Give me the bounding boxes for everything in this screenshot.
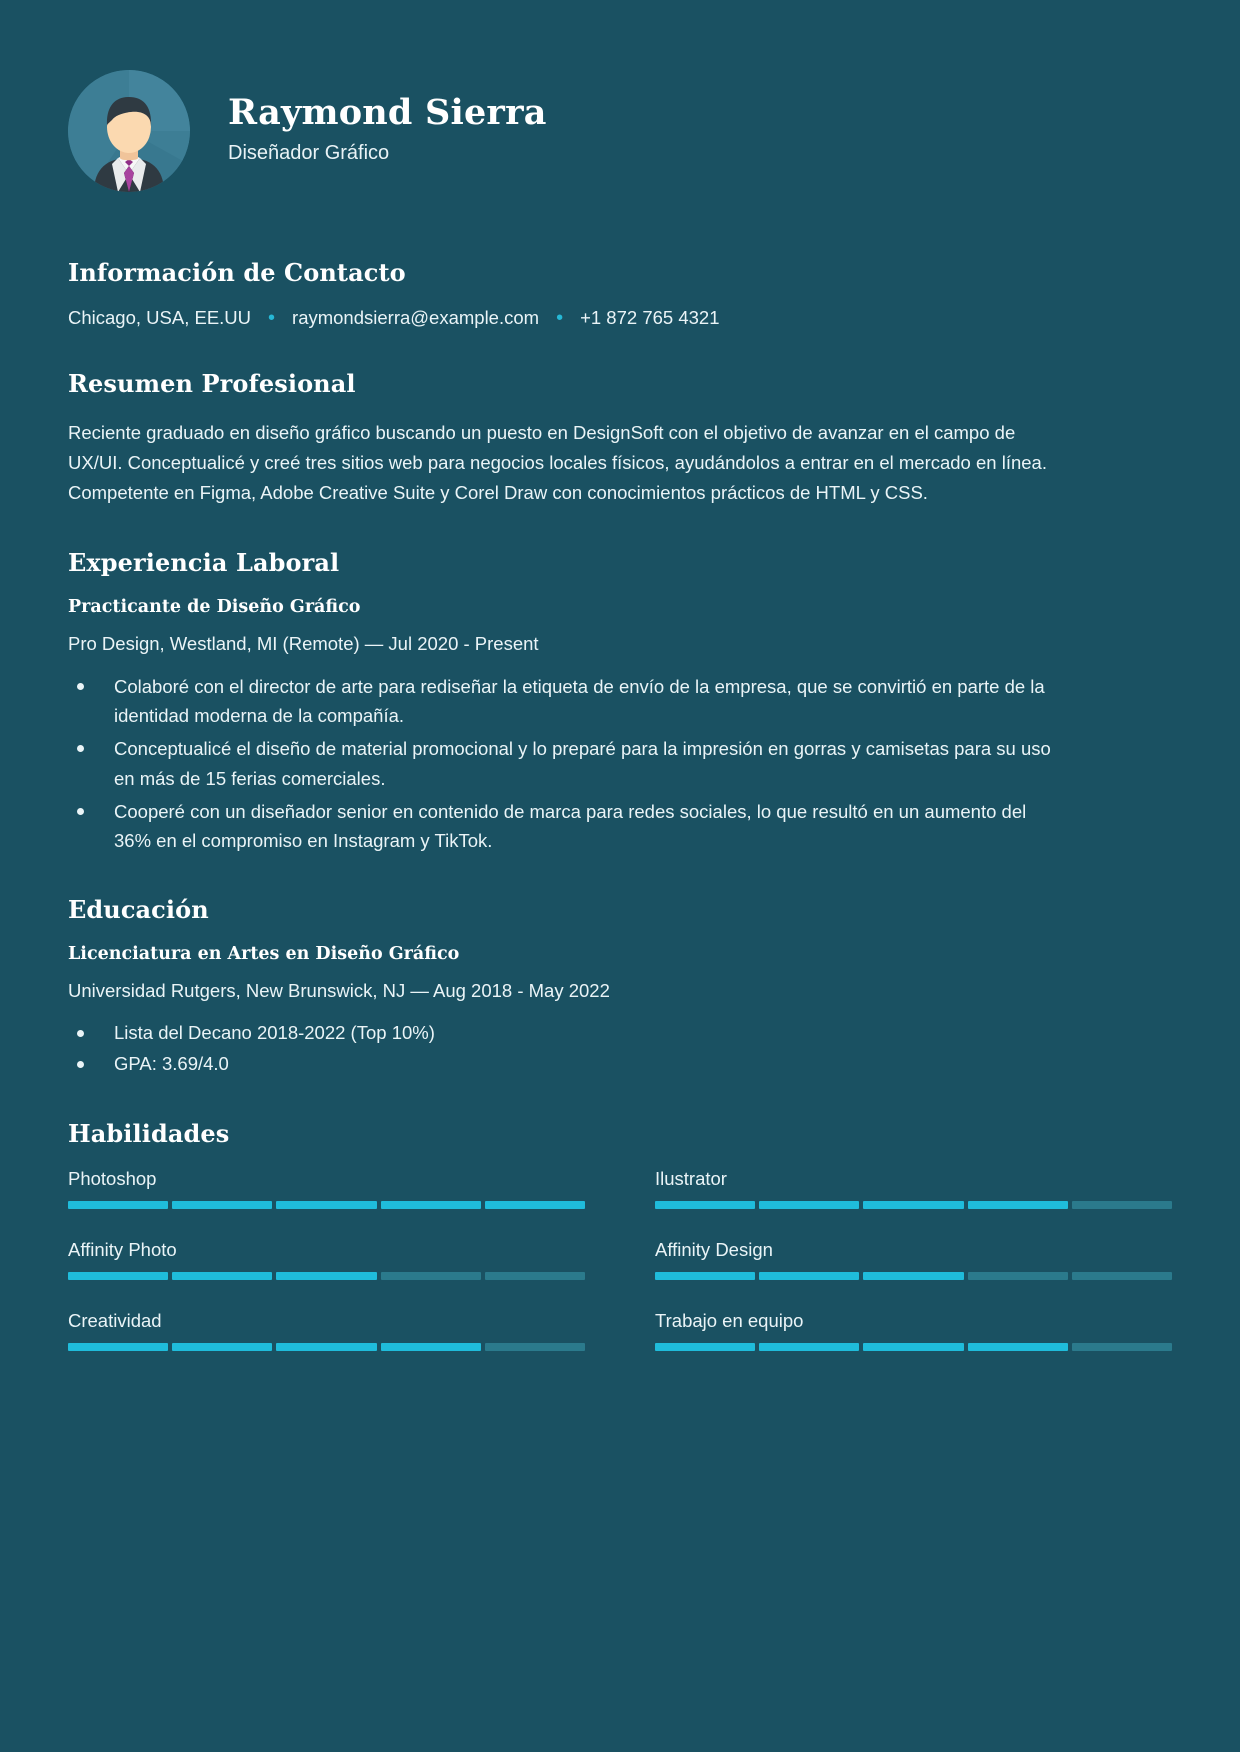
skill-segment (655, 1201, 755, 1209)
skill-segment (172, 1272, 272, 1280)
skill-level-bar (655, 1201, 1172, 1209)
name-block (228, 93, 547, 169)
person-avatar-illustration (68, 70, 190, 192)
section-skills (68, 1119, 1172, 1351)
skill-segment (172, 1343, 272, 1351)
skill-level-bar (68, 1272, 585, 1280)
list-item: Colaboré con el director de arte para rediseñar la etiqueta de envío de la empresa, que se convirtió en parte de la identidad moderna de la compañía. (68, 672, 1068, 730)
skill-label: Affinity Design (655, 1238, 773, 1260)
section-title-contact: Información de Contacto (68, 258, 406, 287)
skill-item (655, 1310, 1172, 1351)
avatar (68, 70, 190, 192)
experience-company-meta: Pro Design, Westland, MI (Remote) — Jul 2020 - Present (68, 632, 539, 654)
skill-segment (172, 1201, 272, 1209)
skill-label: Creatividad (68, 1309, 162, 1331)
skill-segment (759, 1201, 859, 1209)
skill-segment (759, 1272, 859, 1280)
skill-segment (276, 1343, 376, 1351)
section-experience (68, 548, 1172, 855)
job-title: Diseñador Gráfico (228, 142, 390, 165)
skill-segment (485, 1272, 585, 1280)
skill-segment (68, 1343, 168, 1351)
skill-label: Affinity Photo (68, 1238, 177, 1260)
section-title-education: Educación (68, 895, 209, 925)
page-title: Raymond Sierra (228, 91, 547, 133)
skill-segment (863, 1272, 963, 1280)
skill-segment (968, 1343, 1068, 1351)
experience-job-title: Practicante de Diseño Gráfico (68, 596, 361, 617)
skill-segment (381, 1272, 481, 1280)
skill-item (68, 1168, 585, 1209)
skill-level-bar (655, 1343, 1172, 1351)
skill-item (655, 1239, 1172, 1280)
skill-label: Trabajo en equipo (655, 1309, 804, 1331)
list-item: Lista del Decano 2018-2022 (Top 10%) (68, 1019, 1068, 1048)
resume-header (68, 70, 1172, 192)
contact-location: Chicago, USA, EE.UU (68, 307, 252, 328)
skills-grid (68, 1168, 1172, 1351)
skill-segment (759, 1343, 859, 1351)
education-entry (68, 944, 1172, 1078)
skill-segment (381, 1201, 481, 1209)
experience-entry (68, 597, 1172, 855)
skill-item (655, 1168, 1172, 1209)
skill-level-bar (68, 1201, 585, 1209)
skill-segment (485, 1343, 585, 1351)
skill-item (68, 1239, 585, 1280)
education-bullet-list (68, 1019, 1172, 1078)
skill-level-bar (655, 1272, 1172, 1280)
skill-segment (276, 1201, 376, 1209)
skill-label: Photoshop (68, 1167, 157, 1189)
skill-segment (485, 1201, 585, 1209)
skill-level-bar (68, 1343, 585, 1351)
skill-segment (863, 1201, 963, 1209)
list-item: Cooperé con un diseñador senior en contenido de marca para redes sociales, lo que resultó en un aumento del 36% en el compromiso en Instagram y TikTok. (68, 797, 1068, 855)
list-item: GPA: 3.69/4.0 (68, 1050, 1068, 1079)
contact-email[interactable]: raymondsierra@example.com (292, 307, 540, 328)
section-summary (68, 369, 1172, 508)
skill-segment (968, 1201, 1068, 1209)
skill-segment (381, 1343, 481, 1351)
skill-segment (68, 1201, 168, 1209)
section-title-skills: Habilidades (68, 1118, 230, 1148)
skill-segment (968, 1272, 1068, 1280)
skill-segment (276, 1272, 376, 1280)
skill-item (68, 1310, 585, 1351)
skill-segment (1072, 1272, 1172, 1280)
section-title-experience: Experiencia Laboral (68, 547, 340, 577)
experience-bullet-list (68, 672, 1172, 855)
education-degree-title: Licenciatura en Artes en Diseño Gráfico (68, 944, 460, 965)
skill-label: Ilustrator (655, 1167, 727, 1189)
section-contact (68, 258, 1172, 329)
section-education (68, 895, 1172, 1078)
list-item: Conceptualicé el diseño de material promocional y lo preparé para la impresión en gorras y camisetas para su uso en más de 15 ferias comerciales. (68, 734, 1068, 792)
contact-line (68, 307, 1172, 329)
skill-segment (68, 1272, 168, 1280)
section-title-summary: Resumen Profesional (68, 369, 356, 398)
summary-text: Reciente graduado en diseño gráfico buscando un puesto en DesignSoft con el objetivo de avanzar en el campo de UX/UI. Conceptualicé y creé tres sitios web para negocios locales físicos, ayudándolos a entrar en el mercado en línea. Competente en Figma, Adobe Creative Suite y Corel Draw con conocimientos prácticos de HTML y CSS. (68, 422, 1047, 503)
bullet-separator-icon: • (556, 307, 564, 329)
skill-segment (655, 1272, 755, 1280)
contact-phone[interactable]: +1 872 765 4321 (580, 307, 720, 328)
skill-segment (863, 1343, 963, 1351)
bullet-separator-icon: • (268, 307, 276, 329)
skill-segment (1072, 1201, 1172, 1209)
skill-segment (1072, 1343, 1172, 1351)
education-school-meta: Universidad Rutgers, New Brunswick, NJ — Aug 2018 - May 2022 (68, 980, 610, 1002)
skill-segment (655, 1343, 755, 1351)
